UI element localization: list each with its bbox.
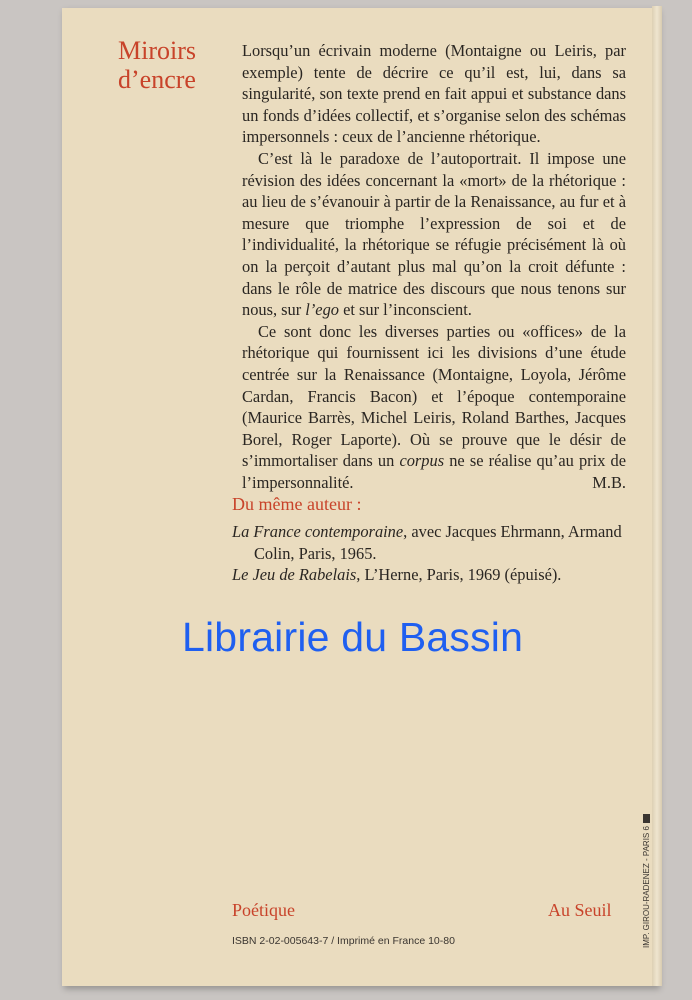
publisher-name: Au Seuil [548, 900, 612, 920]
blurb [242, 40, 626, 493]
work-entry [232, 521, 632, 564]
book-page-edge [652, 6, 662, 986]
work-title: Le Jeu de Rabelais [232, 565, 357, 585]
book-title-line1: Miroirs [118, 36, 196, 65]
work-details: , L’Herne, Paris, 1969 (épuisé). [356, 565, 562, 585]
book-title [118, 36, 228, 94]
blurb-paragraph-1: Lorsqu’un écrivain moderne (Montaigne ou Leiris, par exemple) tente de décrire ce qu’il est, lui, dans sa singularité, son texte prend en fait appui et substance dans un fonds d’idées collectif, et s’organise selon des schémas impersonnels : ceux de l’ancienne rhétorique. [242, 41, 626, 147]
isbn-line: ISBN 2-02-005643-7 / Imprimé en France 10-80 [232, 935, 455, 947]
printer-logo-icon [643, 814, 650, 823]
blurb-ego-term: l’ego [305, 300, 339, 320]
work-entry [232, 564, 632, 586]
blurb-paragraph-3-text-a: Ce sont donc les diverses parties ou «offices» de la rhétorique qui fournissent ici les divisions d’une étude centrée sur la Renaissance (Montaigne, Loyola, Jérôme Cardan, Francis Bacon) et l’époque contemporaine (Maurice Barrès, Michel Leiris, Roland Barthes, Jacques Borel, Roger Laporte). Où se prouve que le désir de s’immortaliser dans un [242, 321, 626, 471]
blurb-paragraph-2 [242, 148, 626, 321]
also-by-list [232, 521, 632, 586]
blurb-paragraph-2-text-a: C’est là le paradoxe de l’autoportrait. Il impose une révision des idées concernant la «mort» de la rhétorique : au lieu de s’évanouir à partir de la Renaissance, au fur et à mesure que triomphe l’expression de soi et de l’individualité, la rhétorique se réfugie précisément là où on la perçoit d’autant plus mal qu’on la croit défunte : dans le rôle de matrice des discours que nous tenons sur nous, sur [242, 148, 626, 320]
blurb-corpus-term: corpus [399, 451, 445, 471]
also-by-heading: Du même auteur : [232, 494, 362, 514]
book-title-line2: d’encre [118, 65, 196, 94]
printer-credit [642, 814, 651, 948]
work-details: , avec Jacques Ehrmann, Armand Colin, Paris, 1965. [254, 522, 622, 563]
blurb-paragraph-3-text-b: ne se réalise qu’au prix de l’impersonnalité. [242, 451, 626, 492]
author-initials: M.B. [592, 472, 626, 492]
series-name: Poétique [232, 900, 295, 920]
seller-watermark: Librairie du Bassin [182, 614, 524, 660]
work-title: La France contemporaine [232, 522, 404, 541]
blurb-paragraph-3 [242, 321, 626, 494]
blurb-paragraph-2-text-b: et sur l’inconscient. [338, 300, 472, 320]
printer-credit-text: IMP. GIROU-RADENEZ - PARIS 6 [642, 826, 651, 948]
